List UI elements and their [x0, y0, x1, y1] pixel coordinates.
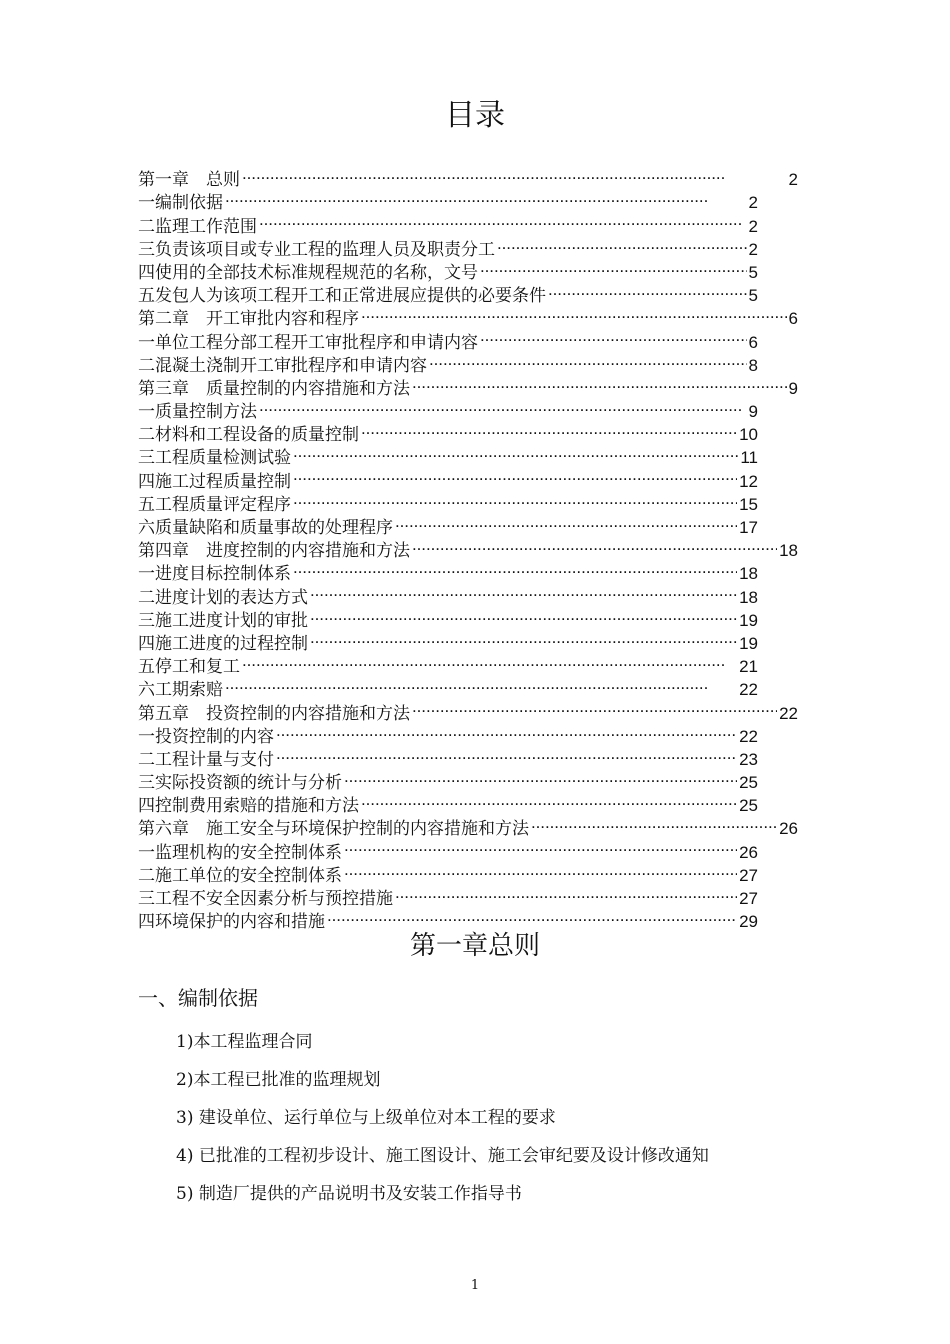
toc-entry-label: 一监理机构的安全控制体系 — [138, 842, 342, 863]
toc-entry-label: 三负责该项目或专业工程的监理人员及职责分工 — [138, 239, 495, 260]
toc-entry-label: 第六章 施工安全与环境保护控制的内容措施和方法 — [138, 819, 529, 840]
toc-leader-dots — [291, 440, 738, 463]
toc-leader-dots — [410, 371, 787, 394]
toc-entry-page: 19 — [739, 610, 758, 630]
toc-leader-dots — [291, 556, 737, 579]
section-heading: 一、编制依据 — [138, 986, 258, 1010]
toc-leader-dots — [529, 811, 777, 834]
toc-entry-label: 第二章 开工审批内容和程序 — [138, 309, 359, 330]
toc-leader-dots — [308, 579, 737, 602]
toc-leader-dots — [410, 695, 777, 718]
list-item: 1)本工程监理合同 — [176, 1032, 313, 1052]
toc-entry-page: 23 — [739, 749, 758, 769]
toc-leader-dots — [495, 232, 747, 255]
chapter-heading: 第一章总则 — [409, 931, 540, 961]
toc-entry-page: 22 — [779, 703, 798, 723]
toc-entry-label: 六工期索赔 — [138, 680, 223, 701]
toc-entry-label: 四使用的全部技术标准规程规范的名称，文号 — [138, 262, 478, 283]
toc-entry-label: 二工程计量与支付 — [138, 749, 274, 770]
toc-entry-page: 27 — [739, 865, 758, 885]
toc-entry-label: 四施工过程质量控制 — [138, 471, 291, 492]
toc-entry-label: 四环境保护的内容和措施 — [138, 912, 325, 933]
toc-entry-label: 四控制费用索赔的措施和方法 — [138, 796, 359, 817]
toc-entry-label: 六质量缺陷和质量事故的处理程序 — [138, 518, 393, 538]
toc-entry-page: 2 — [788, 170, 798, 190]
toc-entry-label: 一质量控制方法 — [138, 402, 257, 423]
toc-leader-dots — [274, 742, 737, 765]
toc-entry-label: 五工程质量评定程序 — [138, 494, 291, 515]
toc-entry-label: 四施工进度的过程控制 — [138, 633, 308, 654]
toc-entry-page: 15 — [739, 494, 758, 514]
toc-title: 目录 — [445, 98, 505, 133]
toc-entry-label: 二进度计划的表达方式 — [138, 587, 308, 608]
toc-leader-dots — [223, 672, 737, 695]
toc-entry-page: 5 — [748, 262, 758, 282]
toc-entry-label: 一投资控制的内容 — [138, 726, 274, 747]
toc-leader-dots — [308, 626, 737, 649]
list-item: 4) 已批准的工程初步设计、施工图设计、施工会审纪要及设计修改通知 — [176, 1146, 709, 1166]
toc-entry-page: 10 — [739, 425, 758, 445]
toc-leader-dots — [291, 463, 737, 486]
toc-chapter-entry[interactable] — [138, 162, 798, 191]
toc-entry-label: 三实际投资额的统计与分析 — [138, 773, 342, 794]
toc-leader-dots — [342, 765, 737, 788]
toc-entry-page: 8 — [748, 355, 758, 375]
toc-entry-page: 22 — [739, 726, 758, 746]
toc-leader-dots — [257, 394, 747, 417]
toc-entry-page: 29 — [739, 912, 758, 932]
toc-leader-dots — [342, 834, 737, 857]
toc-entry-label: 五发包人为该项工程开工和正常进展应提供的必要条件 — [138, 286, 546, 307]
toc-entry-page: 9 — [788, 378, 798, 398]
toc-entry-page: 25 — [739, 773, 758, 793]
toc-entry-page: 6 — [748, 332, 758, 352]
toc-leader-dots — [274, 719, 737, 742]
toc-entry-label: 二施工单位的安全控制体系 — [138, 865, 342, 886]
toc-entry-label: 一进度目标控制体系 — [138, 564, 291, 585]
toc-entry-page: 2 — [748, 193, 758, 213]
list-item: 2)本工程已批准的监理规划 — [176, 1070, 381, 1090]
toc-entry-page: 5 — [748, 286, 758, 306]
toc-section-entry[interactable] — [138, 208, 758, 237]
toc-entry-page: 22 — [739, 680, 758, 700]
toc-entry-label: 一单位工程分部工程开工审批程序和申请内容 — [138, 332, 478, 353]
toc-entry-page: 18 — [739, 587, 758, 607]
toc-leader-dots — [478, 255, 747, 278]
toc-leader-dots — [223, 185, 747, 208]
toc-section-entry[interactable] — [138, 672, 758, 701]
toc-entry-page: 27 — [739, 889, 758, 908]
toc-entry-label: 二混凝土浇制开工审批程序和申请内容 — [138, 355, 427, 376]
toc-entry-page: 11 — [740, 448, 758, 468]
toc-entry-page: 18 — [779, 541, 798, 561]
toc-entry-label: 第一章 总则 — [138, 170, 240, 191]
toc-leader-dots — [359, 301, 787, 324]
toc-entry-label: 二监理工作范围 — [138, 216, 257, 237]
toc-entry-label: 三工程质量检测试验 — [138, 448, 291, 469]
toc-leader-dots — [257, 208, 747, 231]
toc-entry-page: 12 — [739, 471, 758, 491]
toc-entry-label: 三工程不安全因素分析与预控措施 — [138, 889, 393, 909]
toc-entry-label: 五停工和复工 — [138, 657, 240, 678]
toc-entry-label: 一编制依据 — [138, 193, 223, 214]
toc-leader-dots — [359, 417, 737, 440]
toc-entry-label: 第五章 投资控制的内容措施和方法 — [138, 703, 410, 724]
table-of-contents — [138, 162, 798, 933]
toc-leader-dots — [240, 162, 787, 185]
toc-leader-dots — [342, 858, 737, 881]
toc-entry-page: 21 — [739, 657, 758, 677]
toc-entry-page: 26 — [779, 819, 798, 839]
toc-entry-page: 2 — [748, 239, 758, 259]
toc-chapter-entry[interactable] — [138, 695, 798, 724]
toc-leader-dots — [325, 904, 737, 927]
toc-leader-dots — [478, 324, 747, 347]
toc-section-entry[interactable] — [138, 185, 758, 214]
toc-entry-page: 9 — [748, 402, 758, 422]
toc-leader-dots — [427, 348, 747, 371]
toc-entry-page: 17 — [739, 518, 758, 537]
toc-leader-dots — [308, 603, 737, 626]
toc-entry-label: 第三章 质量控制的内容措施和方法 — [138, 378, 410, 399]
toc-entry-page: 25 — [739, 796, 758, 816]
basis-list — [176, 1030, 896, 1220]
toc-entry-page: 26 — [739, 842, 758, 862]
toc-leader-dots — [546, 278, 747, 301]
toc-leader-dots — [291, 487, 737, 510]
toc-leader-dots — [393, 510, 737, 533]
toc-entry-label: 第四章 进度控制的内容措施和方法 — [138, 541, 410, 562]
toc-entry-page: 19 — [739, 633, 758, 653]
toc-leader-dots — [240, 649, 737, 672]
list-item: 5) 制造厂提供的产品说明书及安装工作指导书 — [176, 1184, 522, 1204]
toc-entry-label: 二材料和工程设备的质量控制 — [138, 425, 359, 446]
toc-leader-dots — [359, 788, 737, 811]
toc-entry-label: 三施工进度计划的审批 — [138, 610, 308, 631]
toc-entry-page: 6 — [788, 309, 798, 329]
toc-entry-page: 18 — [739, 564, 758, 584]
toc-entry-page: 2 — [748, 216, 758, 236]
toc-leader-dots — [410, 533, 777, 556]
list-item: 3) 建设单位、运行单位与上级单位对本工程的要求 — [176, 1108, 556, 1128]
toc-leader-dots — [393, 881, 737, 904]
page-number: 1 — [470, 1278, 480, 1293]
